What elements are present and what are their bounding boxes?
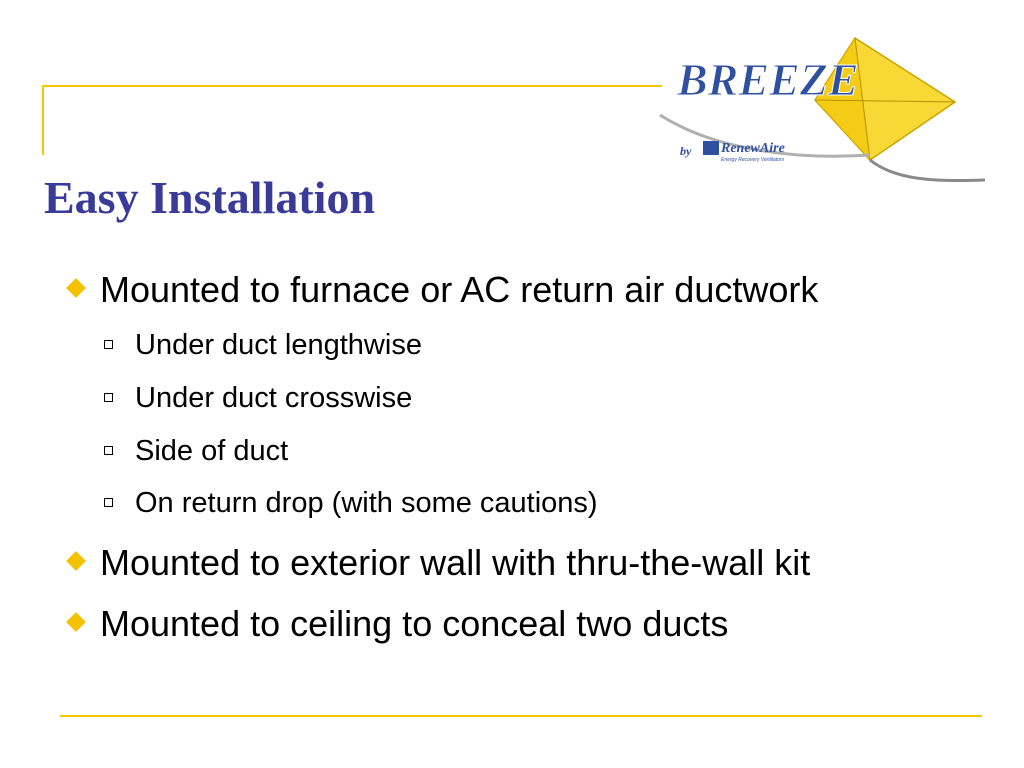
bullet-item [66,603,729,644]
bullet-text: Mounted to exterior wall with thru-the-wall kit [100,542,811,583]
logo-brand: RenewAire [721,141,785,156]
sub-bullet-text: Under duct crosswise [135,382,413,414]
diamond-icon [66,278,86,298]
logo-wordmark: BREEZE [677,54,859,105]
diamond-icon [66,551,86,571]
square-icon [104,498,113,507]
square-icon [104,446,113,455]
bullet-item [66,269,819,310]
bullet-item [66,542,811,583]
sub-bullet-item [104,437,288,466]
square-icon [104,340,113,349]
sub-bullet-item [104,384,412,413]
bullet-text: Mounted to furnace or AC return air ductwork [100,269,819,310]
sub-bullet-text: Side of duct [135,435,289,467]
square-icon [104,393,113,402]
slide-title: Easy Installation [44,172,376,223]
bullet-text: Mounted to ceiling to conceal two ducts [100,603,729,644]
sub-bullet-text: Under duct lengthwise [135,329,422,361]
sub-bullet-item [104,331,422,360]
diamond-icon [66,612,86,632]
sub-bullet-text: On return drop (with some cautions) [135,487,598,519]
logo-tagline: Energy Recovery Ventilators [721,157,785,163]
logo-by: by [680,144,692,158]
sub-bullet-item [104,489,598,518]
